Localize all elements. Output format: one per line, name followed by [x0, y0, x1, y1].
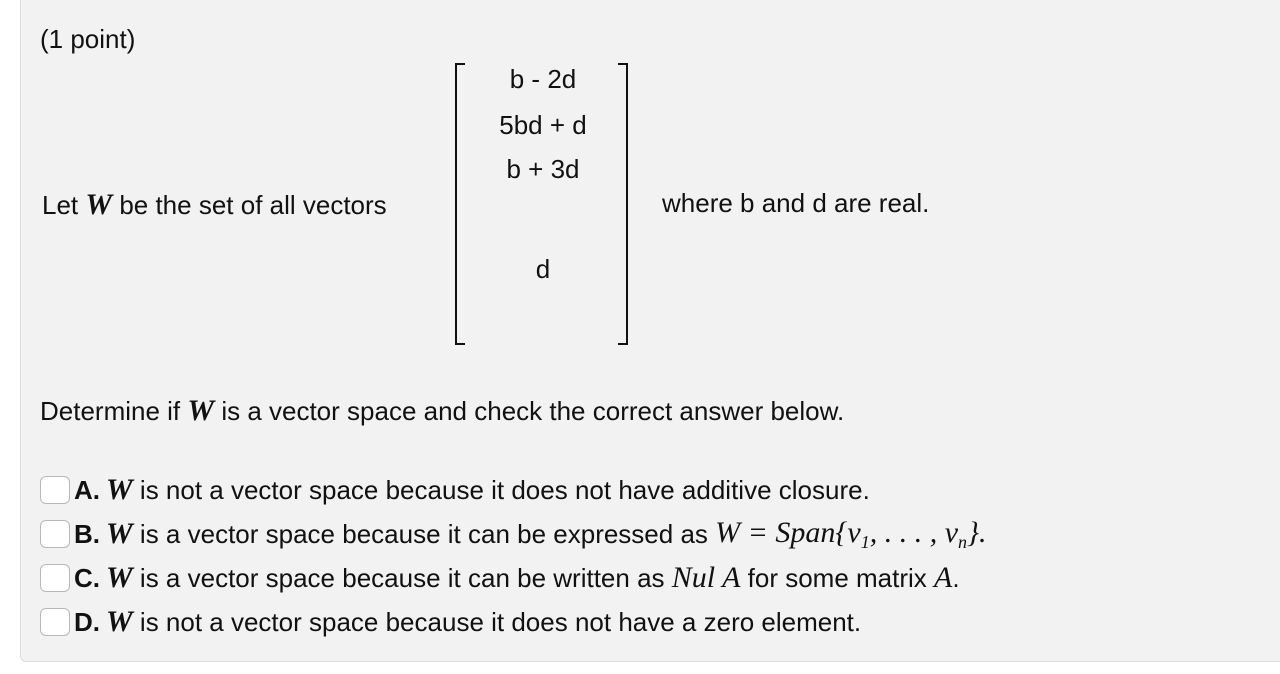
where-statement: where b and d are real.: [662, 188, 930, 218]
let-prefix: Let: [42, 190, 79, 220]
vector-entry-1: b - 2d: [509, 64, 577, 94]
vector-right-bracket: [618, 63, 628, 345]
set-symbol: W: [85, 188, 113, 221]
vector-left-bracket: [455, 63, 465, 345]
option-c-symbol: W: [106, 561, 133, 594]
option-a-text: is not a vector space because it does not have additive closure.: [139, 474, 870, 505]
option-c-text2: for some matrix: [747, 562, 927, 593]
option-b-symbol: W: [106, 517, 133, 550]
option-d-symbol: W: [106, 605, 133, 638]
option-d-text: is not a vector space because it does not have a zero element.: [139, 606, 862, 637]
determine-symbol: W: [187, 394, 215, 427]
option-d-checkbox[interactable]: [40, 608, 70, 636]
option-c-end: .: [952, 562, 960, 593]
option-b-formula: $W = Span\{v_1$, . . . , $v_n$}.: [715, 515, 987, 552]
option-b-checkbox[interactable]: [40, 520, 70, 548]
option-a-letter: A.: [74, 474, 100, 505]
vector-entry-4: d: [535, 254, 551, 284]
option-c-checkbox[interactable]: [40, 564, 70, 592]
vector-entry-3: b + 3d: [506, 154, 580, 184]
option-b-text: is a vector space because it can be expressed as: [139, 518, 708, 549]
option-c-letter: C.: [74, 562, 100, 593]
determine-suffix: is a vector space and check the correct answer below.: [221, 396, 845, 426]
determine-prompt: [40, 394, 844, 428]
option-a[interactable]: [40, 472, 870, 508]
option-a-symbol: W: [106, 473, 133, 506]
option-c-matrix: A: [934, 561, 953, 594]
option-c-formula: Nul A: [671, 561, 741, 594]
let-suffix: be the set of all vectors: [119, 190, 387, 220]
option-d[interactable]: [40, 604, 861, 640]
determine-prefix: Determine if: [40, 396, 181, 426]
option-c[interactable]: [40, 560, 960, 596]
option-b-letter: B.: [74, 518, 100, 549]
let-statement: [42, 188, 387, 222]
option-c-text: is a vector space because it can be written as: [139, 562, 665, 593]
option-a-checkbox[interactable]: [40, 476, 70, 504]
vector-entry-2: 5bd + d: [499, 110, 587, 140]
option-b[interactable]: [40, 516, 987, 552]
option-d-letter: D.: [74, 606, 100, 637]
points-label: (1 point): [40, 24, 136, 54]
